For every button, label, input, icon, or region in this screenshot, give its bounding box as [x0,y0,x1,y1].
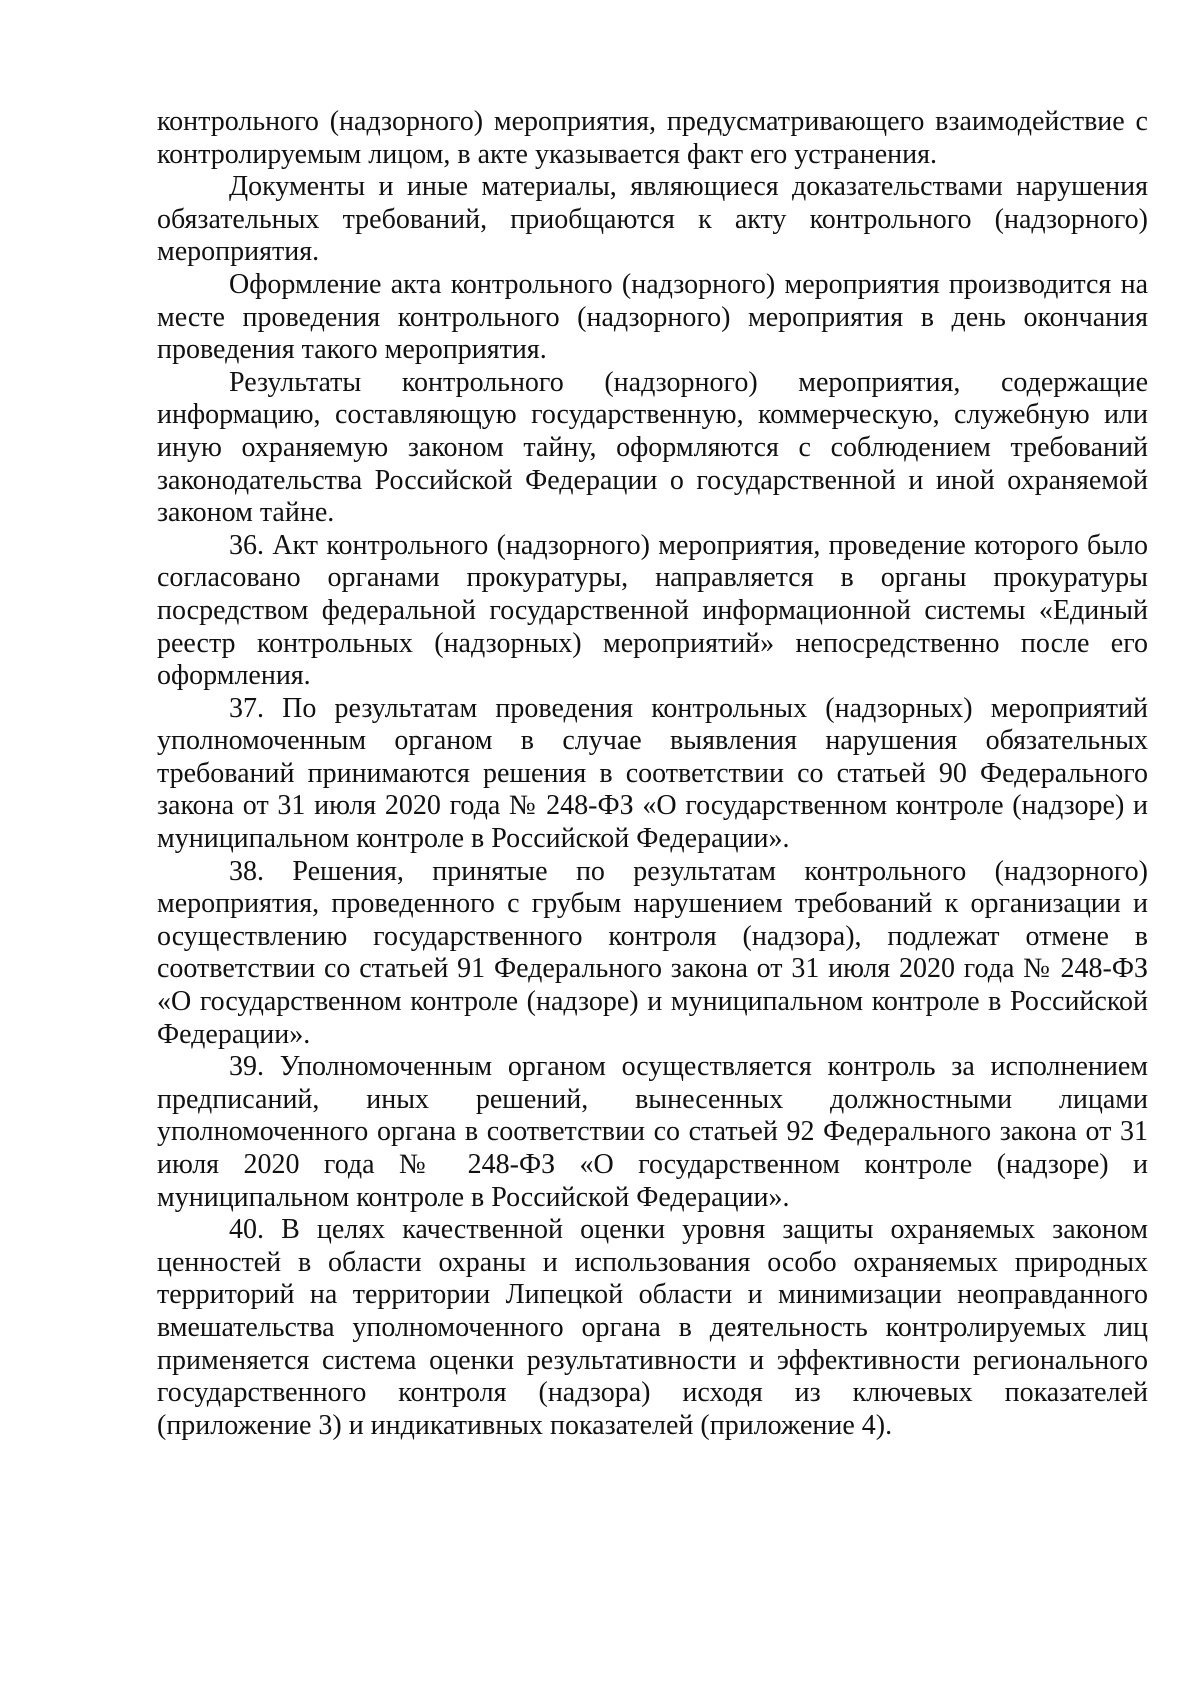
paragraph-act-drafting: Оформление акта контрольного (надзорного) мероприятия производится на месте проведения контрольного (надзорного) мероприятия в день окончания проведения такого мероприятия. [157,268,1148,366]
paragraph-evidence-materials: Документы и иные материалы, являющиеся доказательствами нарушения обязательных требований, приобщаются к акту контрольного (надзорного) мероприятия. [157,171,1148,268]
paragraph-item-39: 39. Уполномоченным органом осуществляется контроль за исполнением предписаний, иных решений, вынесенных должностными лицами уполномоченного органа в соответствии со статьей 92 Федерального закона от 31 июля 2020 года № 248-ФЗ «О государственном контроле (надзоре) и муниципальном контроле в Российской Федерации». [157,1051,1148,1213]
paragraph-item-40: 40. В целях качественной оценки уровня защиты охраняемых законом ценностей в области охраны и использования особо охраняемых природных территорий на территории Липецкой области и минимизации неоправданного вмешательства уполномоченного органа в деятельность контролируемых лиц применяется система оценки результативности и эффективности регионального государственного контроля (надзора) исходя из ключевых показателей (приложение 3) и индикативных показателей (приложение 4). [157,1214,1148,1441]
paragraph-item-38: 38. Решения, принятые по результатам контрольного (надзорного) мероприятия, проведенного с грубым нарушением требований к организации и осуществлению государственного контроля (надзора), подлежат отмене в соответствии со статьей 91 Федерального закона от 31 июля 2020 года № 248-ФЗ «О государственном контроле (надзоре) и муниципальном контроле в Российской Федерации». [157,855,1148,1050]
paragraph-item-36: 36. Акт контрольного (надзорного) мероприятия, проведение которого было согласовано органами прокуратуры, направляется в органы прокуратуры посредством федеральной государственной информационной системы «Единый реестр контрольных (надзорных) мероприятий» непосредственно после его оформления. [157,529,1148,692]
paragraph-secret-results: Результаты контрольного (надзорного) мероприятия, содержащие информацию, составляющую государственную, коммерческую, служебную или иную охраняемую законом тайну, оформляются с соблюдением требований законодательства Российской Федерации о государственной и иной охраняемой законом тайне. [157,366,1148,529]
paragraph-continuation: контрольного (надзорного) мероприятия, предусматривающего взаимодействие с контролируемым лицом, в акте указывается факт его устранения. [157,106,1148,170]
paragraph-item-37: 37. По результатам проведения контрольных (надзорных) мероприятий уполномоченным органом в случае выявления нарушения обязательных требований принимаются решения в соответствии со статьей 90 Федерального закона от 31 июля 2020 года № 248-ФЗ «О государственном контроле (надзоре) и муниципальном контроле в Российской Федерации». [157,692,1148,855]
document-body [157,106,1148,1442]
